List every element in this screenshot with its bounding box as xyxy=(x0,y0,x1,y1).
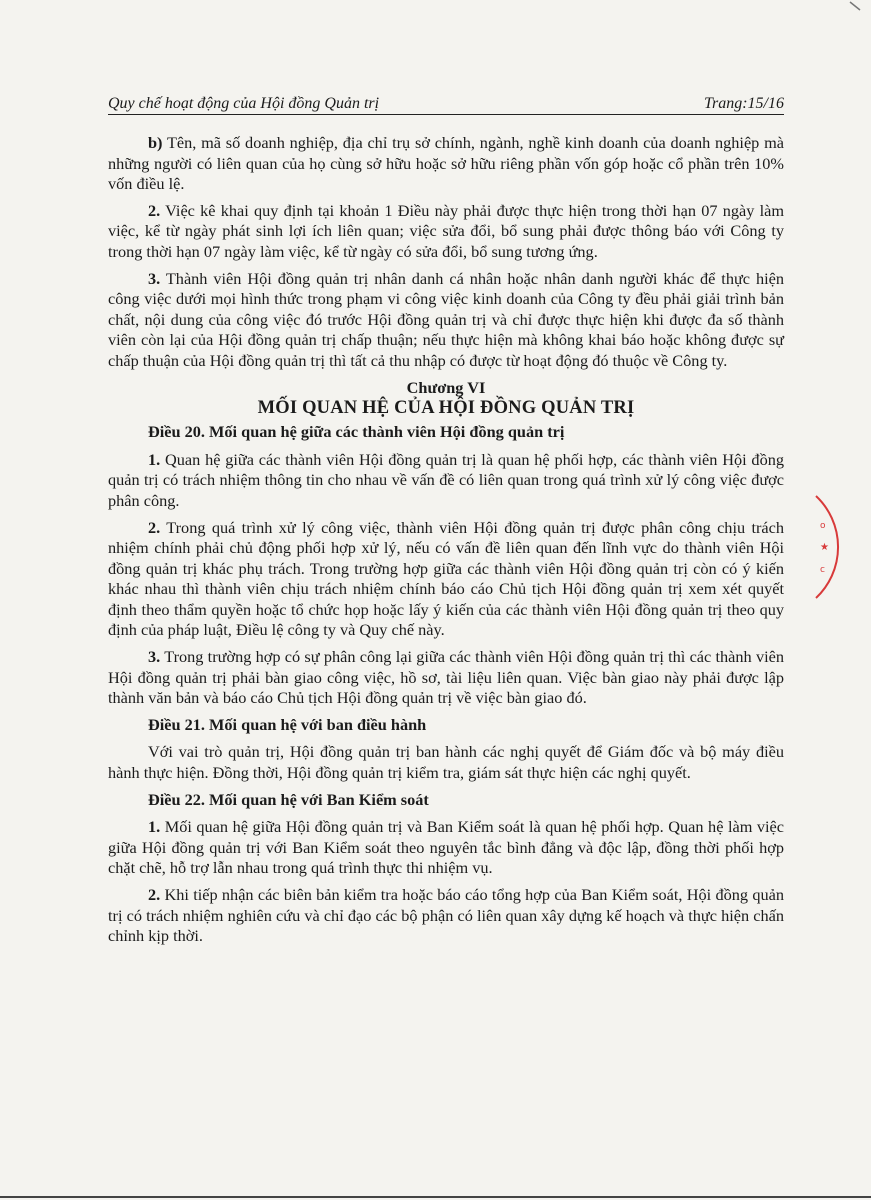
item-number: 2. xyxy=(148,517,161,537)
article-20-heading: Điều 20. Mối quan hệ giữa các thành viên Hội đồng quản trị xyxy=(148,422,565,442)
item-number: 1. xyxy=(148,817,161,837)
item-number: 3. xyxy=(148,268,161,288)
article-22-heading: Điều 22. Mối quan hệ với Ban Kiểm soát xyxy=(148,789,429,809)
document-body xyxy=(108,133,784,953)
article-21-heading: Điều 21. Mối quan hệ với ban điều hành xyxy=(148,714,427,734)
paragraph-text: Với vai trò quản trị, Hội đồng quản trị ban hành các nghị quyết để Giám đốc và bộ máy điều hành thực hiện. Đồng thời, Hội đồng quản trị kiểm tra, giám sát thực hiện các nghị quyết. xyxy=(108,742,784,783)
item-number: 2. xyxy=(148,200,161,220)
paragraph-text: Trong trường hợp có sự phân công lại giữa các thành viên Hội đồng quản trị thì các thành viên Hội đồng quản trị phải bàn giao công việc, hồ sơ, tài liệu liên quan. Việc bàn giao này phải được lập thành văn bản và báo cáo Chủ tịch Hội đồng quản trị về việc bàn giao đó. xyxy=(108,647,784,708)
article-22-paragraph-2 xyxy=(108,885,784,947)
seal-stamp-edge xyxy=(808,492,848,602)
article-20-paragraph-1 xyxy=(108,450,784,512)
svg-text:o: o xyxy=(820,521,826,531)
item-number: b) xyxy=(148,133,163,152)
svg-text:★: ★ xyxy=(820,542,829,553)
paragraph-text: Tên, mã số doanh nghiệp, địa chỉ trụ sở chính, ngành, nghề kinh doanh của doanh nghiệp mà những người có liên quan của họ cùng sở hữu hoặc sở hữu riêng phần vốn góp hoặc cổ phần trên 10% vốn điều lệ. xyxy=(108,133,784,194)
corner-mark xyxy=(848,0,868,14)
article-22-paragraph-1 xyxy=(108,817,784,879)
paragraph-3 xyxy=(108,269,784,372)
svg-text:c: c xyxy=(820,565,825,575)
paragraph-text: Thành viên Hội đồng quản trị nhân danh cá nhân hoặc nhân danh người khác để thực hiện công việc dưới mọi hình thức trong phạm vi công việc kinh doanh của Công ty đều phải giải trình bản chất, nội dung của công việc đó trước Hội đồng quản trị và chỉ được thực hiện khi được đa số thành viên còn lại của Hội đồng quản trị chấp thuận; nếu thực hiện mà không khai báo hoặc không được sự chấp thuận của Hội đồng quản trị thì tất cả thu nhập có được từ hoạt động đó thuộc về Công ty. xyxy=(108,268,784,370)
chapter-title: MỐI QUAN HỆ CỦA HỘI ĐỒNG QUẢN TRỊ xyxy=(257,398,635,419)
article-20-paragraph-2 xyxy=(108,518,784,642)
item-number: 2. xyxy=(148,885,161,904)
item-number: 3. xyxy=(148,647,161,667)
paragraph-text: Trong quá trình xử lý công việc, thành viên Hội đồng quản trị được phân công chịu trách nhiệm chính phải chủ động phối hợp xử lý, nếu có vấn đề liên quan đến lĩnh vực do thành viên Hội đồng quản trị khác phụ trách. Trong trường hợp giữa các thành viên Hội đồng quản trị còn có ý kiến khác nhau thì thành viên chịu trách nhiệm chính báo cáo Chủ tịch Hội đồng quản trị xem xét quyết định theo thẩm quyền hoặc tổ chức họp hoặc lấy ý kiến của các thành viên Hội đồng quản trị theo quy định của pháp luật, Điều lệ công ty và Quy chế này. xyxy=(108,517,784,640)
paragraph-2 xyxy=(108,201,784,263)
bottom-edge-line xyxy=(0,1196,871,1198)
header-page-number: Trang:15/16 xyxy=(703,95,784,112)
paragraph-text: Việc kê khai quy định tại khoản 1 Điều này phải được thực hiện trong thời hạn 07 ngày làm việc, kể từ ngày phát sinh lợi ích liên quan; việc sửa đổi, bổ sung phải được thông báo với Công ty trong thời hạn 07 ngày làm việc, kể từ ngày có sửa đổi, bổ sung tương ứng. xyxy=(108,200,784,261)
chapter-label: Chương VI xyxy=(406,377,486,397)
item-number: 1. xyxy=(148,449,161,469)
article-21-paragraph xyxy=(108,742,784,783)
page-header xyxy=(108,95,784,115)
article-20-paragraph-3 xyxy=(108,647,784,709)
paragraph-text: Khi tiếp nhận các biên bản kiểm tra hoặc báo cáo tổng hợp của Ban Kiểm soát, Hội đồng quản trị có trách nhiệm nghiên cứu và chỉ đạo các bộ phận có liên quan xây dựng kế hoạch và thực hiện chấn chỉnh kịp thời. xyxy=(108,885,784,946)
paragraph-b xyxy=(108,133,784,195)
header-title: Quy chế hoạt động của Hội đồng Quản trị xyxy=(108,95,380,112)
paragraph-text: Mối quan hệ giữa Hội đồng quản trị và Ban Kiểm soát là quan hệ phối hợp. Quan hệ làm việc giữa Hội đồng quản trị với Ban Kiểm soát theo nguyên tắc bình đẳng và độc lập, đồng thời phối hợp chặt chẽ, hỗ trợ lẫn nhau trong quá trình thực thi nhiệm vụ. xyxy=(108,817,784,878)
paragraph-text: Quan hệ giữa các thành viên Hội đồng quản trị là quan hệ phối hợp, các thành viên Hội đồng quản trị có trách nhiệm thông tin cho nhau về vấn đề có liên quan trong quá trình xử lý công việc được phân công. xyxy=(108,449,784,510)
